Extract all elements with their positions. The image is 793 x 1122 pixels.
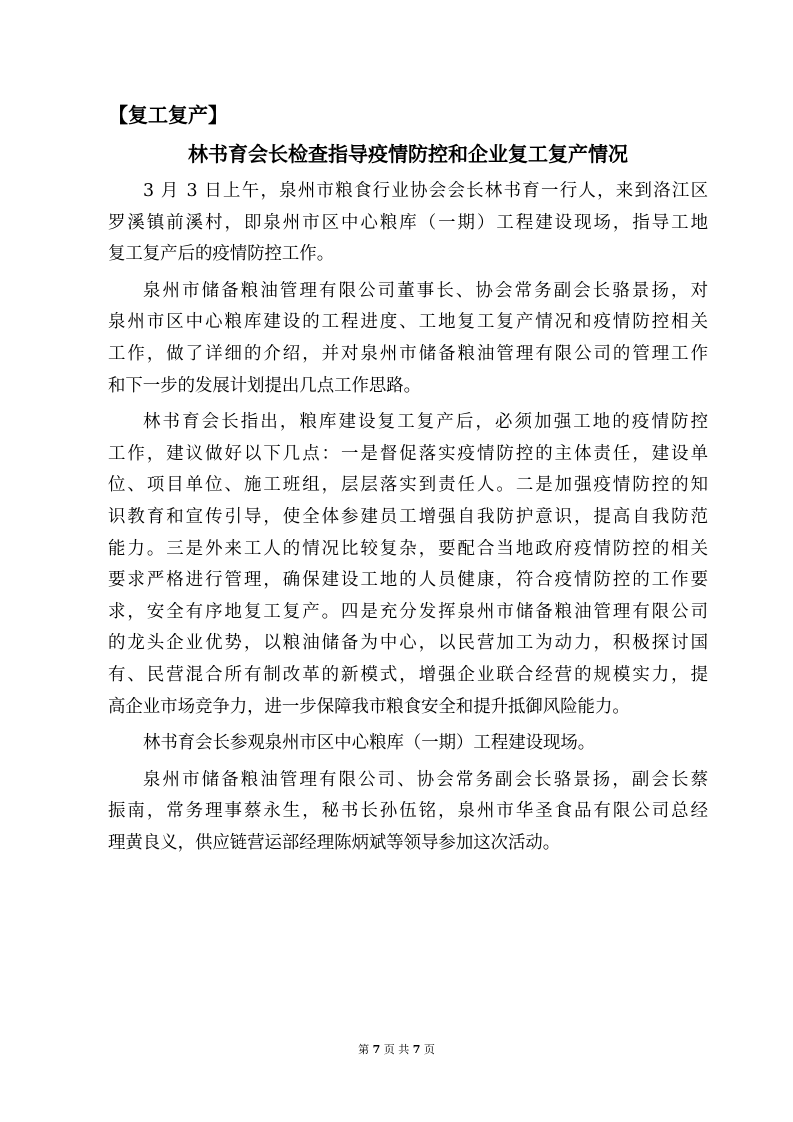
document-title: 林书育会长检查指导疫情防控和企业复工复产情况 [188,142,628,166]
text-line: 能力。三是外来工人的情况比较复杂，要配合当地政府疫情防控的相关 [108,538,708,559]
text-line: 识教育和宣传引导，使全体参建员工增强自我防护意识，提高自我防范 [108,506,708,527]
paragraph-2 [108,276,708,402]
text-line: 工作，建议做好以下几点：一是督促落实疫情防控的主体责任，建设单 [108,443,708,464]
text-line: 要求严格进行管理，确保建设工地的人员健康，符合疫情防控的工作要 [108,570,708,591]
total-page-count: 7 [412,1043,421,1056]
paragraph-3 [108,407,708,723]
page-footer [0,1043,793,1057]
text-line: 工作，做了详细的介绍，并对泉州市储备粮油管理有限公司的管理工作 [108,343,708,364]
text-line: 泉州市区中心粮库建设的工程进度、工地复工复产情况和疫情防控相关 [108,312,708,333]
paragraph-4 [108,728,708,760]
article-body [108,176,708,859]
section-tag: 【复工复产】 [108,103,228,127]
footer-middle: 页 共 [383,1043,410,1056]
text-line: 泉州市储备粮油管理有限公司董事长、协会常务副会长骆景扬，对 [143,280,708,301]
text-line: 复工复产后的疫情防控工作。 [108,244,335,265]
text-line: 求，安全有序地复工复产。四是充分发挥泉州市储备粮油管理有限公司 [108,601,708,622]
footer-prefix: 第 [358,1043,370,1056]
text-line: 3 月 3 日上午，泉州市粮食行业协会会长林书育一行人，来到洛江区 [143,181,708,201]
paragraph-5 [108,765,708,860]
text-line: 罗溪镇前溪村，即泉州市区中心粮库（一期）工程建设现场，指导工地 [108,212,708,233]
text-line: 和下一步的发展计划提出几点工作思路。 [108,375,422,396]
footer-suffix: 页 [423,1043,435,1056]
text-line: 泉州市储备粮油管理有限公司、协会常务副会长骆景扬，副会长蔡 [143,769,708,790]
text-line: 高企业市场竞争力，进一步保障我市粮食安全和提升抵御风险能力。 [108,696,630,717]
text-line: 林书育会长参观泉州市区中心粮库（一期）工程建设现场。 [143,733,596,754]
text-line: 有、民营混合所有制改革的新模式，增强企业联合经营的规模实力，提 [108,664,708,685]
text-line: 的龙头企业优势，以粮油储备为中心，以民营加工为动力，积极探讨国 [108,633,708,654]
text-line: 位、项目单位、施工班组，层层落实到责任人。二是加强疫情防控的知 [108,475,708,496]
current-page-number: 7 [372,1043,381,1056]
text-line: 振南，常务理事蔡永生，秘书长孙伍铭，泉州市华圣食品有限公司总经 [108,801,708,822]
text-line: 理黄良义，供应链营运部经理陈炳斌等领导参加这次活动。 [108,832,561,853]
paragraph-1 [108,176,708,271]
text-line: 林书育会长指出，粮库建设复工复产后，必须加强工地的疫情防控 [143,412,708,433]
